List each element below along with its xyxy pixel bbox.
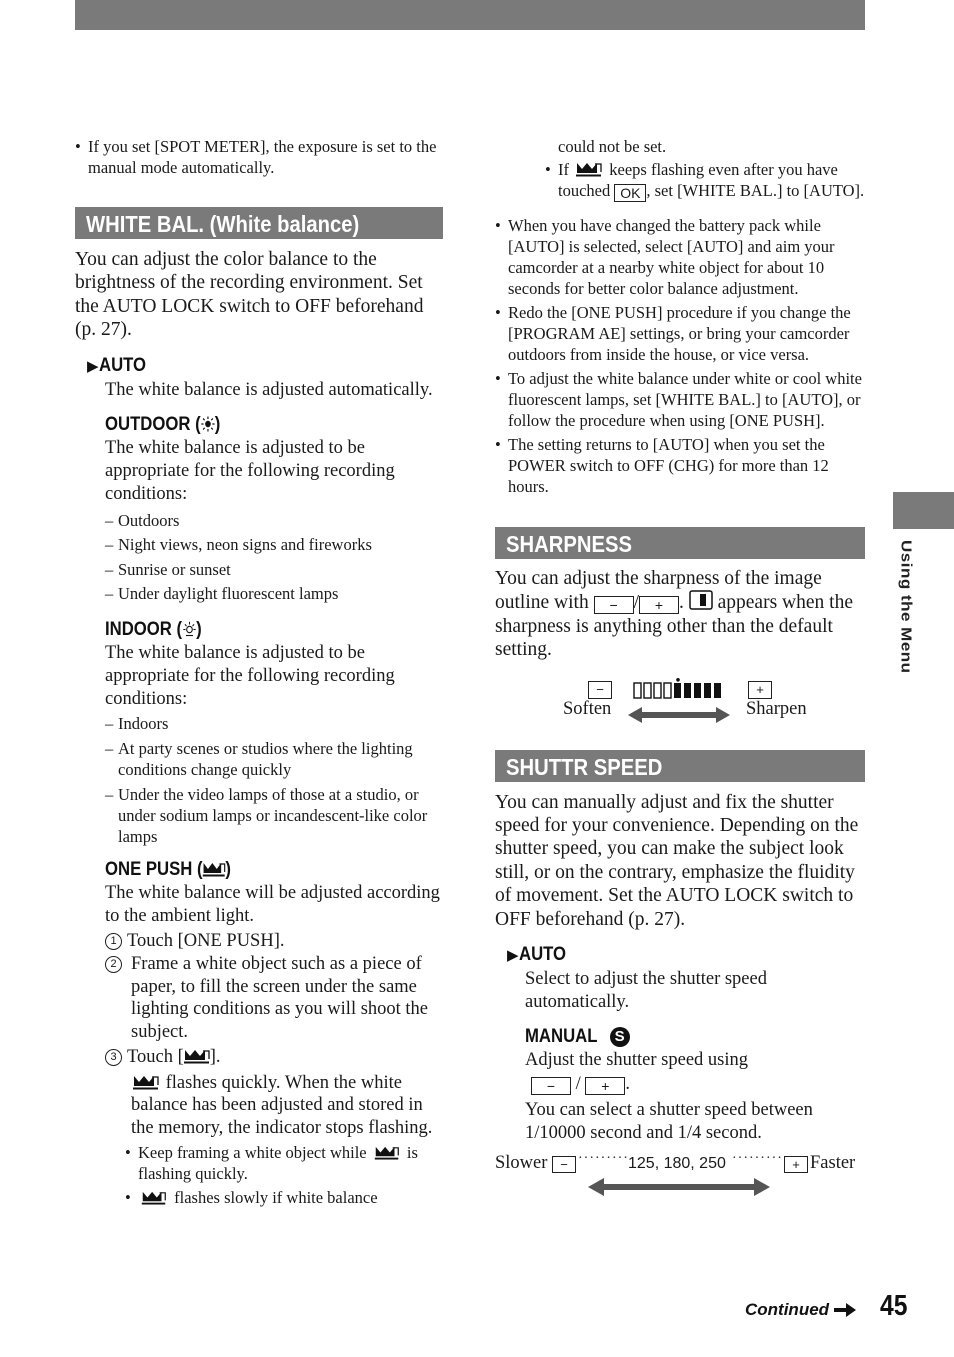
left-column xyxy=(75,136,447,1208)
dots-leader: ········· xyxy=(732,1151,783,1167)
page-number: 45 xyxy=(880,1290,908,1322)
sharpness-intro: You can adjust the sharpness of the image outline with − / + . appears when the sharpness is anything other than the default setting. xyxy=(495,568,853,661)
wb-outdoor-list xyxy=(75,509,447,607)
sharpness-scale xyxy=(495,678,867,750)
header-bar xyxy=(75,0,865,30)
manual-s-icon: S xyxy=(610,1027,630,1047)
step-number-icon: 1 xyxy=(105,933,122,950)
shutter-scale xyxy=(495,1153,867,1203)
wb-indoor-desc: The white balance is adjusted to be appropriate for the following recording conditions: xyxy=(105,642,395,709)
wb-onepush-option: ONE PUSH ( ) xyxy=(105,858,232,880)
white-balance-heading: WHITE BAL. (White balance) xyxy=(75,207,443,239)
sun-icon xyxy=(201,416,215,432)
list-item: • Redo the [ONE PUSH] procedure if you change the [PROGRAM AE] settings, or bring your camcorder outdoors from inside the house, or vice versa. xyxy=(495,302,867,365)
continued-line: could not be set. xyxy=(558,137,667,156)
default-marker-icon: ▶ xyxy=(507,947,519,965)
shutter-intro: You can manually adjust and fix the shutter speed for your convenience. Depending on the shutter speed, you can make the subject look still, or on the contrary, emphasize the fluidity of movement. Set the AUTO LOCK switch to OFF beforehand (p. 27). xyxy=(495,791,859,930)
step-3-note: flashes quickly. When the white balance has been adjusted and stored in the memory, the indicator stops flashing. xyxy=(131,1072,433,1138)
wb-outdoor-desc: The white balance is adjusted to be appropriate for the following recording conditions: xyxy=(105,437,395,504)
list-item: – Outdoors xyxy=(105,509,447,534)
continued-indicator: Continued xyxy=(745,1300,856,1320)
one-push-wb-icon xyxy=(184,1048,210,1064)
bulb-icon xyxy=(182,621,196,637)
one-push-wb-icon xyxy=(371,1145,403,1160)
onepush-steps xyxy=(75,930,447,1209)
white-balance-intro: You can adjust the color balance to the brightness of the recording environment. Set the AUTO LOCK switch to OFF beforehand (p. 27). xyxy=(75,249,424,341)
wb-onepush-desc: The white balance will be adjusted according to the ambient light. xyxy=(105,882,440,926)
sharpness-indicator-icon xyxy=(689,590,713,610)
dots-leader: ········· xyxy=(578,1151,629,1167)
one-push-wb-icon xyxy=(138,1190,170,1205)
speed-values: 125, 180, 250 xyxy=(628,1155,726,1173)
wb-auto-option: ▶AUTO xyxy=(87,354,146,376)
ok-button[interactable]: OK xyxy=(614,184,646,202)
list-item: • flashes slowly if white balance xyxy=(125,1187,447,1208)
step-3: 3 Touch [ ]. xyxy=(105,1046,447,1069)
step-number-icon: 2 xyxy=(105,956,122,973)
one-push-wb-icon xyxy=(131,1074,161,1090)
soften-label: Soften xyxy=(563,698,612,719)
shutter-auto-desc: Select to adjust the shutter speed automatically. xyxy=(525,969,767,1012)
double-arrow-icon xyxy=(588,1177,770,1197)
plus-button[interactable]: + xyxy=(585,1077,625,1095)
shutter-auto-option: ▶AUTO xyxy=(507,944,566,966)
list-item: – Indoors xyxy=(105,713,447,734)
spot-meter-note: • If you set [SPOT METER], the exposure is set to the manual mode automatically. xyxy=(75,136,448,178)
default-marker-icon: ▶ xyxy=(87,357,99,375)
scale-plus-icon: + xyxy=(748,681,772,699)
wb-flash-note: • If keeps flashing even after you have touched OK , set [WHITE BAL.] to [AUTO]. xyxy=(545,159,868,202)
step-number-icon: 3 xyxy=(105,1049,122,1066)
scale-plus-icon: + xyxy=(784,1156,808,1173)
shutter-manual-option: MANUAL S xyxy=(495,1025,867,1049)
wb-outdoor-option: OUTDOOR ( ) xyxy=(105,413,221,435)
list-item: – Under the video lamps of those at a studio, or under sodium lamps or incandescent-like color lamps xyxy=(105,784,447,847)
plus-button[interactable]: + xyxy=(639,596,679,614)
arrow-right-icon xyxy=(834,1303,856,1317)
list-item: – Night views, neon signs and fireworks xyxy=(105,533,447,558)
minus-button[interactable]: − xyxy=(594,596,634,614)
slower-label: Slower xyxy=(495,1153,548,1174)
sharpness-level-bar xyxy=(633,678,728,700)
scale-minus-icon: − xyxy=(552,1156,576,1173)
minus-button[interactable]: − xyxy=(531,1077,571,1095)
double-arrow-icon xyxy=(628,706,730,724)
scale-minus-icon: − xyxy=(588,681,612,699)
sharpen-label: Sharpen xyxy=(746,698,807,719)
list-item: • When you have changed the battery pack while [AUTO] is selected, select [AUTO] and aim your camcorder at a nearby white object for about 10 seconds for better color balance adjustment. xyxy=(495,215,867,299)
step-1: 1 Touch [ONE PUSH]. xyxy=(105,930,447,953)
list-item: – Sunrise or sunset xyxy=(105,558,447,583)
wb-indoor-option: INDOOR ( ) xyxy=(105,618,202,640)
sharpness-heading: SHARPNESS xyxy=(495,527,865,559)
list-item: – Under daylight fluorescent lamps xyxy=(105,582,447,607)
one-push-wb-icon xyxy=(573,161,605,177)
list-item: – At party scenes or studios where the lighting conditions change quickly xyxy=(105,738,447,780)
list-item: • Keep framing a white object while is flashing quickly. xyxy=(125,1142,447,1184)
wb-notes-list xyxy=(495,215,867,497)
step-2: 2 Frame a white object such as a piece of paper, to fill the screen under the same lighting conditions as you will shoot the subject. xyxy=(105,953,447,1043)
step-3-subnotes xyxy=(105,1142,447,1208)
section-tab xyxy=(893,492,954,529)
right-column xyxy=(495,136,867,1203)
wb-auto-desc: The white balance is adjusted automatically. xyxy=(105,379,433,400)
list-item: • To adjust the white balance under white or cool white fluorescent lamps, set [WHITE BAL.] to [AUTO], or follow the procedure when using [ONE PUSH]. xyxy=(495,368,867,431)
faster-label: Faster xyxy=(810,1153,856,1174)
one-push-wb-icon xyxy=(203,861,226,877)
shutter-speed-heading: SHUTTR SPEED xyxy=(495,750,865,782)
shutter-manual-desc: Adjust the shutter speed using − / + . You can select a shutter speed between 1/10000 second and 1/4 second. xyxy=(525,1050,813,1143)
section-side-label: Using the Menu xyxy=(897,540,914,674)
list-item: • The setting returns to [AUTO] when you set the POWER switch to OFF (CHG) for more than 12 hours. xyxy=(495,434,867,497)
wb-indoor-list xyxy=(75,713,447,847)
